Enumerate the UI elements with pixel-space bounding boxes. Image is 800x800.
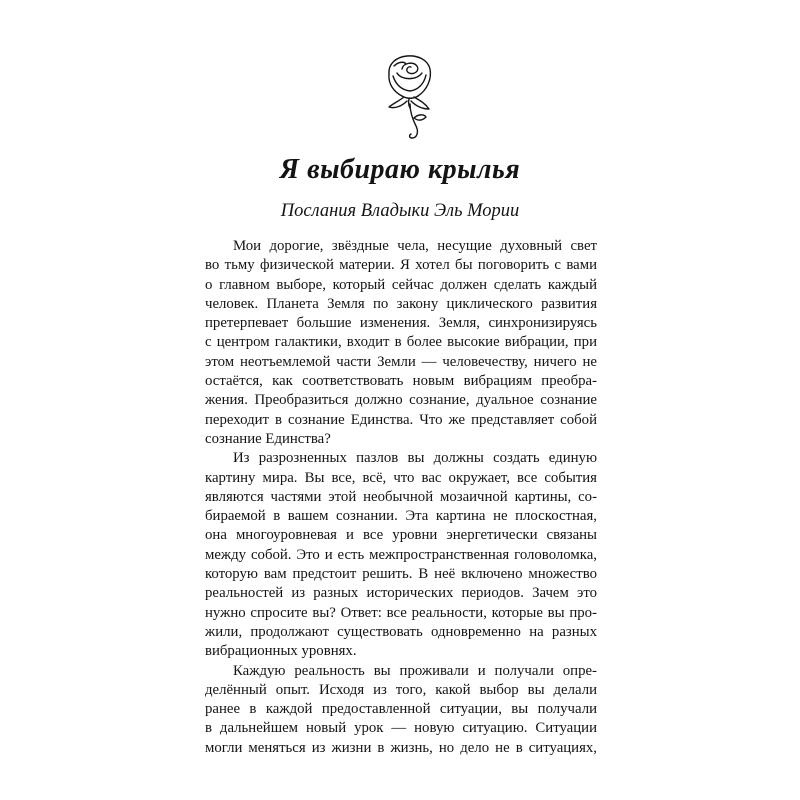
text-line: этом неотъемлемой части Земли — человечеству, ничего не	[205, 353, 597, 370]
body-text	[205, 237, 597, 758]
text-line: во тьму физической материи. Я хотел бы поговорить с вами	[205, 257, 597, 274]
text-line: о главном выборе, который сейчас должен сделать каждый	[205, 276, 597, 293]
text-line: Каждую реальность вы проживали и получали опре-	[233, 662, 597, 679]
text-line: ранее в каждой предоставленной ситуации, вы получали	[205, 701, 597, 718]
text-line: человек. Планета Земля по закону циклического развития	[205, 295, 597, 312]
text-line: в дальнейшем новый урок — новую ситуацию. Ситуации	[205, 720, 597, 737]
text-line: вибрационных уровнях.	[205, 643, 357, 660]
text-line: с центром галактики, входит в более высокие вибрации, при	[205, 334, 597, 351]
chapter-title: Я выбираю крылья	[279, 154, 521, 185]
text-line: между собой. Это и есть межпространственная головоломка,	[205, 546, 597, 563]
text-line: претерпевает большие изменения. Земля, синхронизируясь	[205, 315, 597, 332]
text-line: остаётся, как соответствовать новым вибрациям преобра-	[205, 373, 597, 390]
text-line: сознание Единства?	[205, 430, 331, 447]
text-line: могли меняться из жизни в жизнь, но дело не в ситуациях,	[205, 739, 597, 756]
text-line: бираемой в вашем сознании. Эта картина не плоскостная,	[205, 508, 597, 525]
text-line: делённый опыт. Исходя из того, какой выбор вы делали	[205, 681, 597, 698]
text-line: жения. Преобразиться должно сознание, дуальное сознание	[205, 392, 597, 409]
text-line: картину мира. Вы все, всё, что вас окружает, все события	[205, 469, 597, 486]
chapter-subtitle: Послания Владыки Эль Мории	[280, 201, 520, 221]
paragraph	[205, 662, 597, 758]
text-line: Мои дорогие, звёздные чела, несущие духовный свет	[233, 238, 597, 254]
text-line: являются частями этой необычной мозаичной картины, со-	[205, 488, 597, 505]
text-line: жили, продолжают существовать одновременно на разных	[205, 623, 597, 640]
text-line: нужно спросите вы? Ответ: все реальности, которые вы про-	[205, 604, 597, 621]
text-line: Из разрозненных пазлов вы должны создать единую	[233, 450, 597, 467]
paragraph	[205, 237, 597, 449]
text-line: реальностей из разных исторических периодов. Зачем это	[205, 585, 597, 602]
paragraph	[205, 449, 597, 661]
text-line: которую вам предстоит решить. В неё включено множество	[205, 566, 597, 583]
rose-icon	[380, 52, 440, 142]
text-line: она многоуровневая и все уровни энергетически связаны	[205, 527, 597, 544]
text-line: переходит в сознание Единства. Что же представляет собой	[205, 411, 597, 428]
